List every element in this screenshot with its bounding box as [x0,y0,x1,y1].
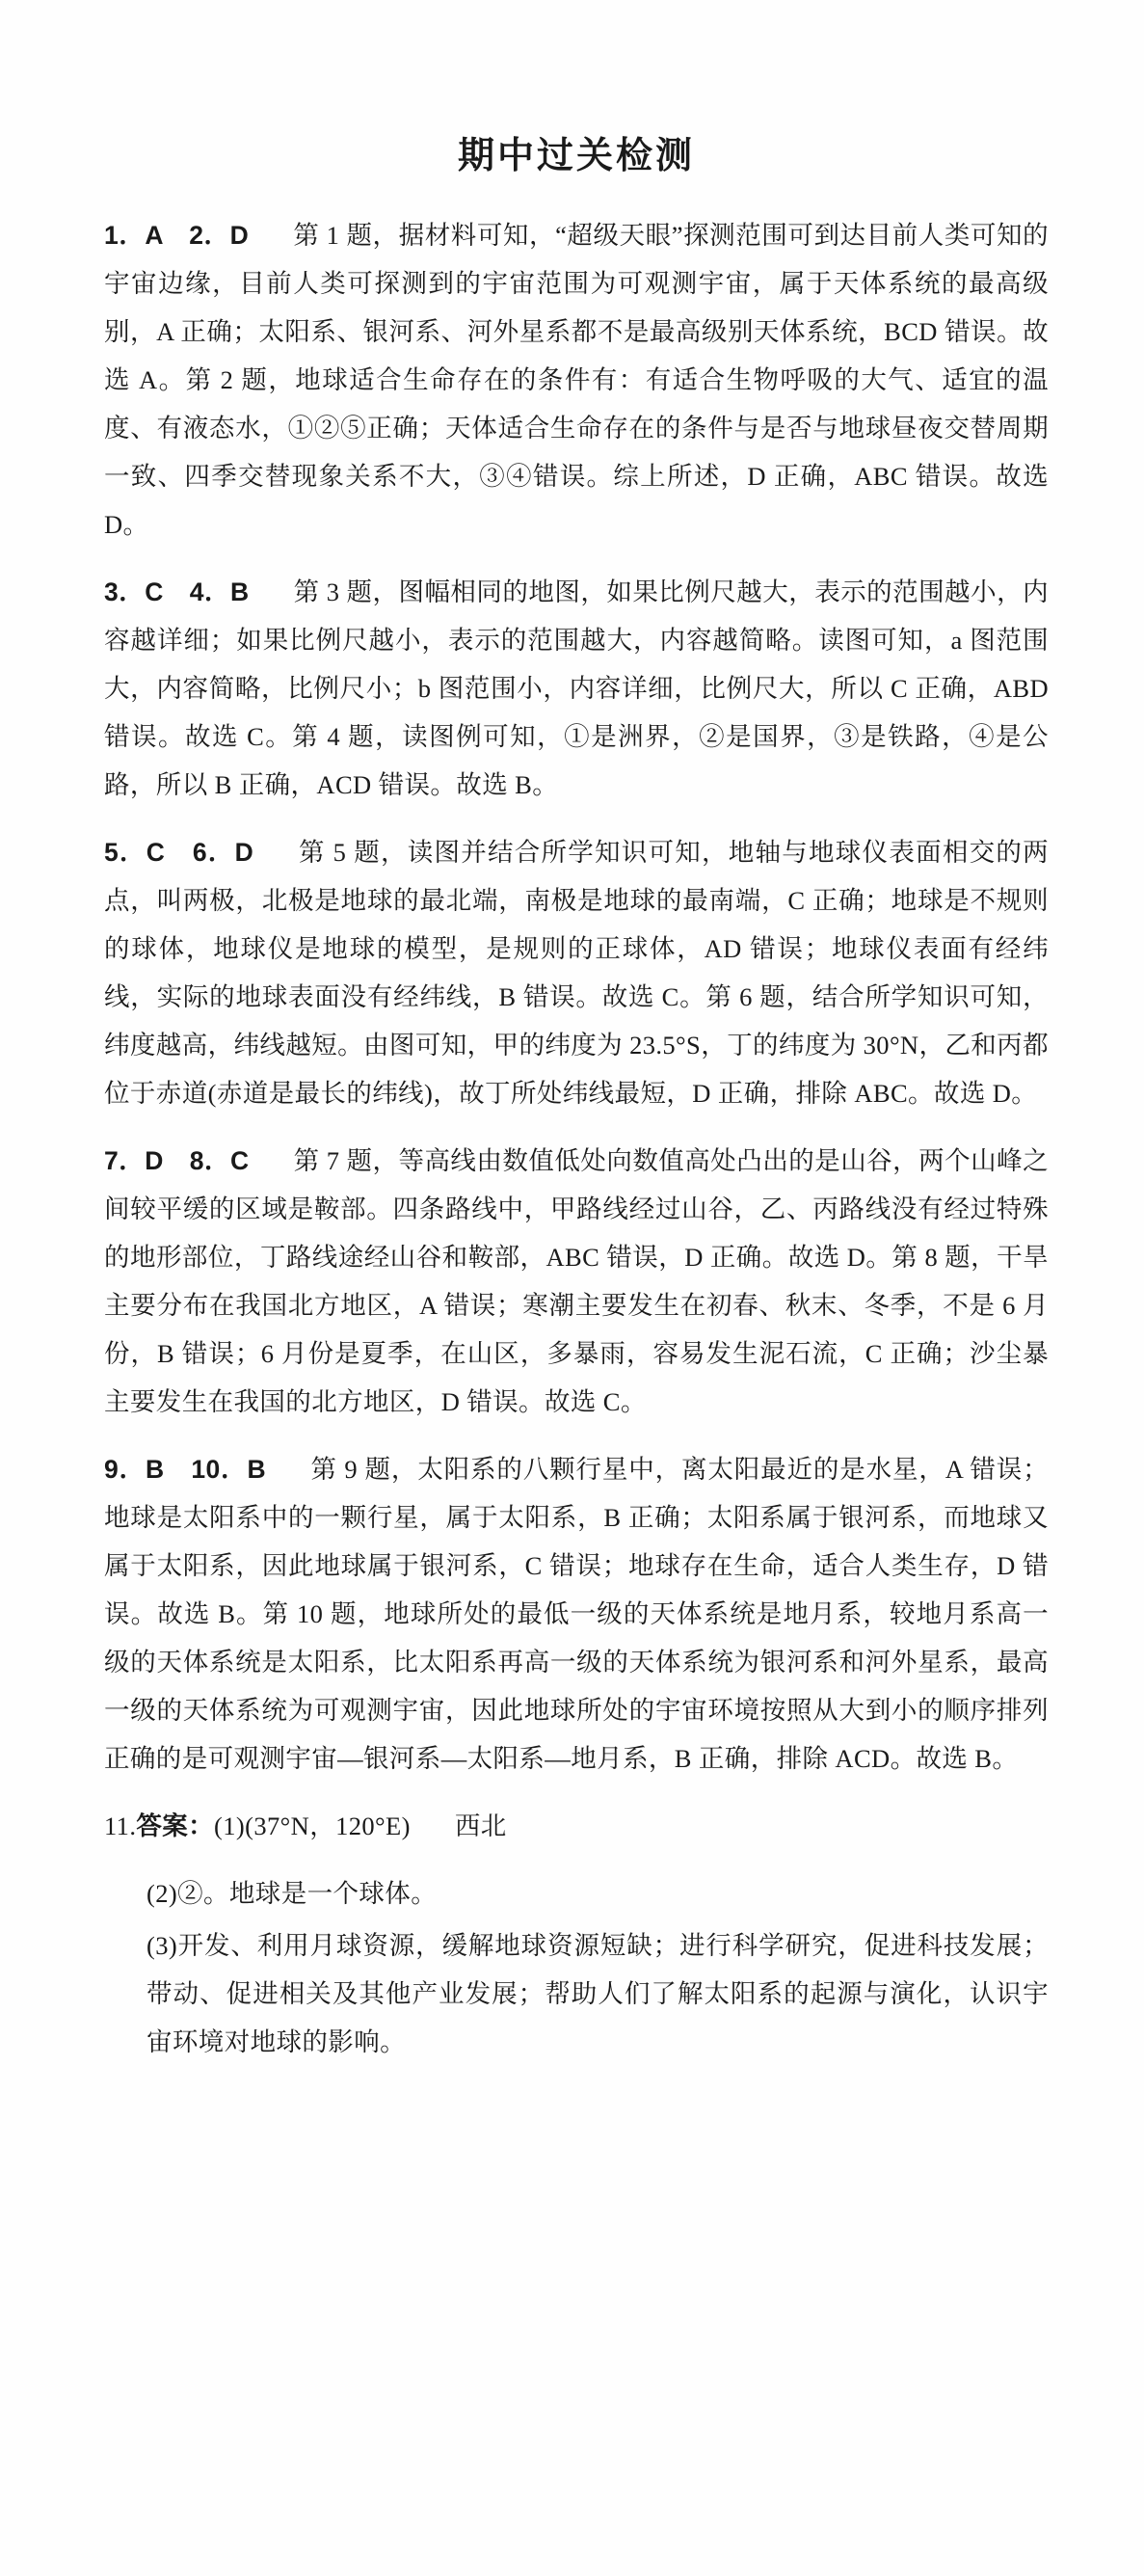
answer-text-q3-4: 第 3 题，图幅相同的地图，如果比例尺越大，表示的范围越小，内容越详细；如果比例尺越小，表示的范围越大，内容越简略。读图可知，a 图范围大，内容简略，比例尺小；b 图范围小，内容详细，比例尺大，所以 C 正确，ABD 错误。故选 C。第 4 题，读图例可知，①是洲界，②是国界，③是铁路，④是公路，所以 B 正确，ACD 错误。故选 B。 [104,577,1049,799]
answer-11-part2: (2)②。地球是一个球体。 [146,1879,438,1908]
answer-11-part1-extra: 西北 [454,1811,507,1840]
answer-block-q11-line1 [104,1802,1049,1850]
answer-11-part3: (3)开发、利用月球资源，缓解地球资源短缺；进行科学研究，促进科技发展；带动、促进相关及其他产业发展；帮助人们了解太阳系的起源与演化，认识宇宙环境对地球的影响。 [146,1931,1049,2056]
answer-lead-q7-8: 7．D 8．C [104,1146,250,1175]
answer-text-q1-2: 第 1 题，据材料可知，“超级天眼”探测范围可到达目前人类可知的宇宙边缘，目前人类可探测到的宇宙范围为可观测宇宙，属于天体系统的最高级别，A 正确；太阳系、银河系、河外星系都不是最高级别天体系统，BCD 错误。故选 A。第 2 题，地球适合生命存在的条件有：有适合生物呼吸的大气、适宜的温度、有液态水，①②⑤正确；天体适合生命存在的条件与是否与地球昼夜交替周期一致、四季交替现象关系不大，③④错误。综上所述，D 正确，ABC 错误。故选 D。 [104,221,1049,539]
page-title: 期中过关检测 [457,136,695,176]
answer-block-q7-8 [104,1137,1049,1426]
answer-lead-q5-6: 5．C 6．D [104,838,254,867]
answer-block-q9-10 [104,1445,1049,1783]
answer-lead-q1-2: 1．A 2．D [104,221,250,250]
answer-label-11: 答案： [136,1811,215,1840]
answer-lead-q9-10: 9．B 10．B [104,1455,267,1484]
document-body [104,125,1049,2070]
answer-text-q5-6: 第 5 题，读图并结合所学知识可知，地轴与地球仪表面相交的两点，叫两极，北极是地球的最北端，南极是地球的最南端，C 正确；地球是不规则的球体，地球仪是地球的模型，是规则的正球体，AD 错误；地球仪表面有经纬线，实际的地球表面没有经纬线，B 错误。故选 C。第 6 题，结合所学知识可知，纬度越高，纬线越短。由图可知，甲的纬度为 23.5°S，丁的纬度为 30°N，乙和丙都位于赤道(赤道是最长的纬线)，故丁所处纬线最短，D 正确，排除 ABC。故选 D。 [104,838,1049,1108]
answer-block-q3-4 [104,568,1049,809]
answer-11-part1: (1)(37°N，120°E) [214,1811,411,1840]
answer-lead-q3-4: 3．C 4．B [104,577,250,606]
answer-text-q7-8: 第 7 题，等高线由数值低处向数值高处凸出的是山谷，两个山峰之间较平缓的区域是鞍部。四条路线中，甲路线经过山谷，乙、丙路线没有经过特殊的地形部位，丁路线途经山谷和鞍部，ABC 错误，D 正确。故选 D。第 8 题，干旱主要分布在我国北方地区，A 错误；寒潮主要发生在初春、秋末、冬季，不是 6 月份，B 错误；6 月份是夏季，在山区，多暴雨，容易发生泥石流，C 正确；沙尘暴主要发生在我国的北方地区，D 错误。故选 C。 [104,1146,1049,1416]
answer-block-q1-2 [104,211,1049,549]
answer-block-q5-6 [104,828,1049,1117]
answer-text-q9-10: 第 9 题，太阳系的八颗行星中，离太阳最近的是水星，A 错误；地球是太阳系中的一颗行星，属于太阳系，B 正确；太阳系属于银河系，而地球又属于太阳系，因此地球属于银河系，C 错误；地球存在生命，适合人类生存，D 错误。故选 B。第 10 题，地球所处的最低一级的天体系统是地月系，较地月系高一级的天体系统是太阳系，比太阳系再高一级的天体系统为银河系和河外星系，最高一级的天体系统为可观测宇宙，因此地球所处的宇宙环境按照从大到小的顺序排列正确的是可观测宇宙—银河系—太阳系—地月系，B 正确，排除 ACD。故选 B。 [104,1455,1049,1773]
question-number-11: 11. [104,1811,137,1840]
